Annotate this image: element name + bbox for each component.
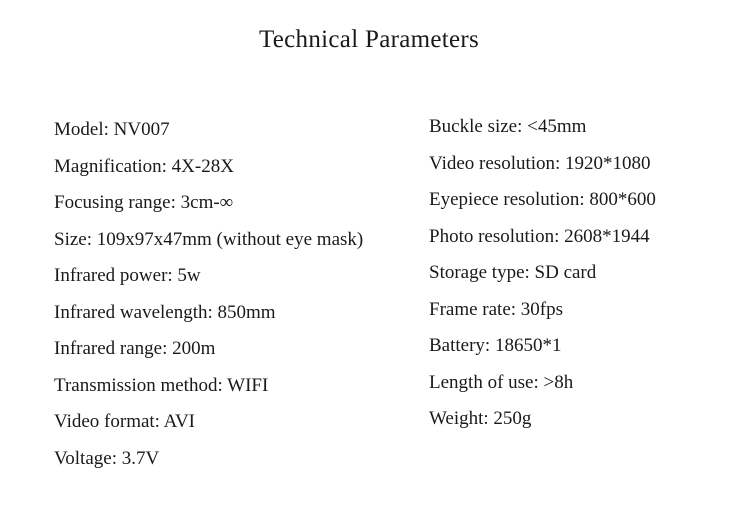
spec-video-resolution: Video resolution: 1920*1080 bbox=[429, 152, 651, 174]
spec-transmission-method: Transmission method: WIFI bbox=[54, 374, 269, 396]
spec-focusing-range: Focusing range: 3cm-∞ bbox=[54, 192, 234, 213]
spec-buckle-size: Buckle size: <45mm bbox=[429, 116, 587, 137]
spec-list-right bbox=[429, 109, 656, 438]
spec-size: Size: 109x97x47mm (without eye mask) bbox=[54, 228, 364, 250]
spec-model: Model: NV007 bbox=[54, 119, 170, 140]
spec-voltage: Voltage: 3.7V bbox=[54, 447, 160, 469]
spec-magnification: Magnification: 4X-28X bbox=[54, 155, 234, 177]
page-title: Technical Parameters bbox=[258, 26, 480, 53]
spec-infrared-power: Infrared power: 5w bbox=[54, 265, 201, 286]
spec-photo-resolution: Photo resolution: 2608*1944 bbox=[429, 225, 650, 247]
spec-battery: Battery: 18650*1 bbox=[429, 335, 562, 356]
spec-infrared-wavelength: Infrared wavelength: 850mm bbox=[54, 301, 276, 323]
spec-infrared-range: Infrared range: 200m bbox=[54, 338, 216, 359]
spec-weight: Weight: 250g bbox=[429, 408, 532, 429]
spec-list-left bbox=[54, 112, 363, 477]
spec-storage-type: Storage type: SD card bbox=[429, 262, 597, 283]
spec-eyepiece-resolution: Eyepiece resolution: 800*600 bbox=[429, 189, 656, 210]
spec-length-of-use: Length of use: >8h bbox=[429, 371, 574, 393]
spec-frame-rate: Frame rate: 30fps bbox=[429, 298, 564, 320]
spec-video-format: Video format: AVI bbox=[54, 411, 195, 432]
